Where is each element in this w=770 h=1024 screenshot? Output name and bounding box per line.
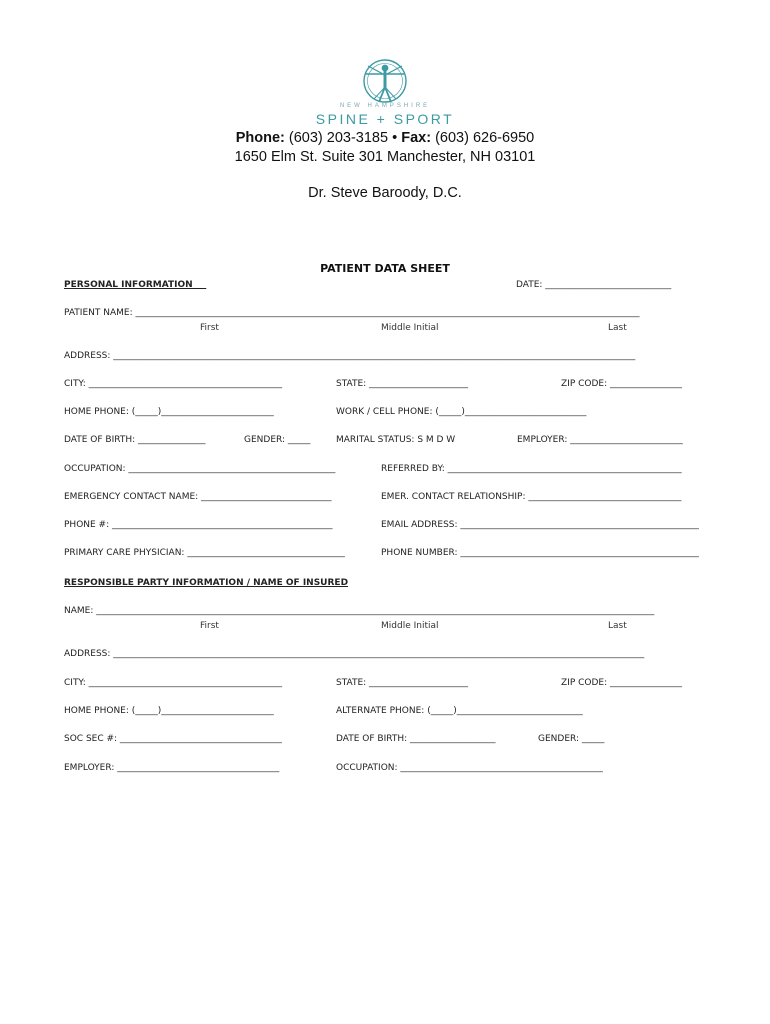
first-label: First [200, 323, 219, 333]
logo-name: SPINE + SPORT [315, 111, 455, 127]
insured-employer-field[interactable]: EMPLOYER: ____________________________________ [64, 763, 280, 773]
responsible-party-heading: RESPONSIBLE PARTY INFORMATION / NAME OF INSURED [64, 578, 349, 588]
phone-label: Phone: [235, 130, 285, 146]
insured-name-field[interactable]: NAME: ____________________________________________________________________________________________________________________________ [64, 606, 655, 616]
zip-field[interactable]: ZIP CODE: ________________ [561, 379, 682, 389]
insured-dob-field[interactable]: DATE OF BIRTH: ___________________ [336, 734, 496, 744]
insured-gender-field[interactable]: GENDER: _____ [538, 734, 605, 744]
form-title: PATIENT DATA SHEET [320, 262, 450, 275]
middle-initial-label: Middle Initial [381, 323, 439, 333]
clinic-address: 1650 Elm St. Suite 301 Manchester, NH 03101 [234, 149, 536, 165]
email-field[interactable]: EMAIL ADDRESS: _____________________________________________________ [381, 520, 699, 530]
doctor-name: Dr. Steve Baroody, D.C. [308, 185, 462, 201]
work-phone-field[interactable]: WORK / CELL PHONE: (_____)___________________________ [336, 407, 587, 417]
home-phone-field[interactable]: HOME PHONE: (_____)_________________________ [64, 407, 274, 417]
date-field[interactable]: DATE: ____________________________ [516, 280, 672, 290]
occupation-field[interactable]: OCCUPATION: ______________________________________________ [64, 464, 336, 474]
insured-first-label: First [200, 621, 219, 631]
employer-field[interactable]: EMPLOYER: _________________________ [517, 435, 683, 445]
primary-care-physician-field[interactable]: PRIMARY CARE PHYSICIAN: ___________________________________ [64, 548, 345, 558]
insured-zip-field[interactable]: ZIP CODE: ________________ [561, 678, 682, 688]
dob-field[interactable]: DATE OF BIRTH: _______________ [64, 435, 206, 445]
insured-address-field[interactable]: ADDRESS: ______________________________________________________________________________________________________________________ [64, 649, 645, 659]
insured-middle-label: Middle Initial [381, 621, 439, 631]
logo-tagline: NEW HAMPSHIRE [339, 103, 431, 109]
patient-name-field[interactable]: PATIENT NAME: ________________________________________________________________________________________________________________ [64, 308, 640, 318]
city-field[interactable]: CITY: ___________________________________________ [64, 379, 283, 389]
phone-value: (603) 203-3185 [288, 130, 389, 146]
insured-occupation-field[interactable]: OCCUPATION: _____________________________________________ [336, 763, 603, 773]
physician-phone-field[interactable]: PHONE NUMBER: _____________________________________________________ [381, 548, 699, 558]
insured-state-field[interactable]: STATE: ______________________ [336, 678, 469, 688]
fax-value: (603) 626-6950 [435, 130, 535, 146]
insured-last-label: Last [608, 621, 627, 631]
insured-city-field[interactable]: CITY: ___________________________________________ [64, 678, 283, 688]
emergency-relationship-field[interactable]: EMER. CONTACT RELATIONSHIP: __________________________________ [381, 492, 682, 502]
ssn-field[interactable]: SOC SEC #: ____________________________________ [64, 734, 282, 744]
separator: • [392, 130, 398, 146]
emergency-contact-name-field[interactable]: EMERGENCY CONTACT NAME: _____________________________ [64, 492, 332, 502]
phone-number-field[interactable]: PHONE #: _________________________________________________ [64, 520, 333, 530]
gender-field[interactable]: GENDER: _____ [244, 435, 311, 445]
address-field[interactable]: ADDRESS: ____________________________________________________________________________________________________________________ [64, 351, 636, 361]
fax-label: Fax: [401, 130, 432, 146]
insured-alt-phone-field[interactable]: ALTERNATE PHONE: (_____)____________________________ [336, 706, 583, 716]
personal-info-heading: PERSONAL INFORMATION___ [64, 280, 207, 290]
state-field[interactable]: STATE: ______________________ [336, 379, 469, 389]
last-label: Last [608, 323, 627, 333]
contact-phone-fax [0, 130, 770, 146]
insured-home-phone-field[interactable]: HOME PHONE: (_____)_________________________ [64, 706, 274, 716]
marital-status-field[interactable]: MARITAL STATUS: S M D W [336, 435, 456, 445]
referred-by-field[interactable]: REFERRED BY: ____________________________________________________ [381, 464, 682, 474]
